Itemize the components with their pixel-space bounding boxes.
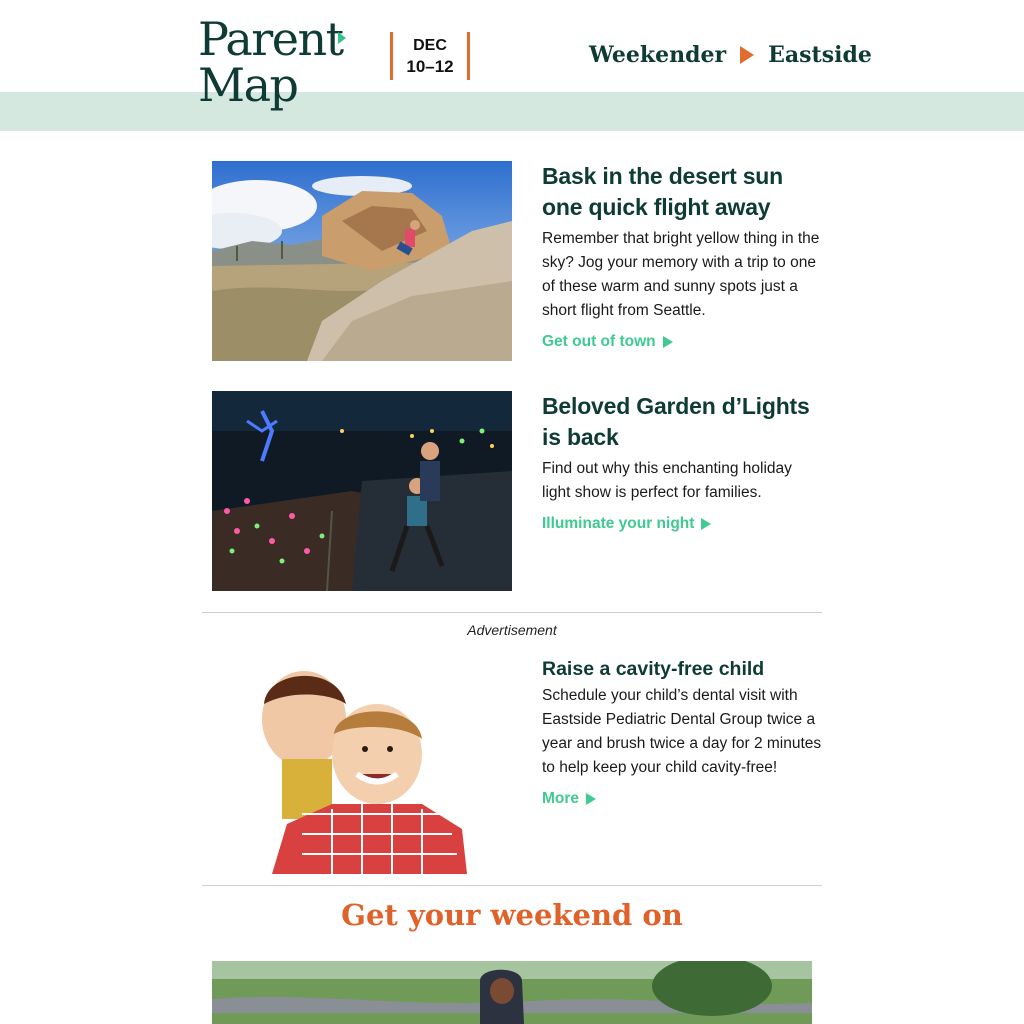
more-link[interactable] (542, 790, 596, 808)
article-headline[interactable]: Bask in the desert sun one quick flight away (542, 163, 784, 220)
garden-lights-photo[interactable] (212, 391, 512, 591)
newsletter-edition (589, 38, 872, 72)
header-band (0, 92, 1024, 131)
article-headline[interactable]: Beloved Garden d’Lights is back (542, 393, 810, 450)
section-title: Get your weekend on (341, 898, 683, 932)
cta-label: Get out of town (542, 333, 656, 350)
get-out-of-town-link[interactable] (542, 333, 673, 351)
divider (202, 612, 822, 613)
play-arrow-icon (701, 518, 711, 530)
illuminate-your-night-link[interactable] (542, 515, 711, 533)
ad-body: Schedule your child’s dental visit with Eastside Pediatric Dental Group twice a year and brush twice a day for 2 minutes to help keep your child cavity-free! (542, 687, 822, 776)
play-arrow-icon (663, 336, 673, 348)
desert-climbing-photo[interactable] (212, 161, 512, 361)
ad-headline[interactable]: Raise a cavity-free child (542, 658, 765, 680)
ad-text (542, 656, 824, 808)
advertisement-label: Advertisement (467, 622, 557, 638)
newsletter-region: Eastside (768, 42, 872, 68)
article-text (542, 161, 824, 351)
weekend-feature-photo[interactable] (212, 961, 812, 1024)
smiling-children-photo[interactable] (212, 664, 512, 874)
article-body: Remember that bright yellow thing in the sky? Jog your memory with a trip to one of these warm and sunny spots just a short flight from Seattle. (542, 230, 820, 319)
arrow-right-icon (740, 46, 754, 64)
logo-word-parent: Parent (198, 12, 343, 66)
divider (202, 885, 822, 886)
article-body: Find out why this enchanting holiday light show is perfect for families. (542, 460, 792, 501)
article-text (542, 391, 824, 533)
cta-label: More (542, 790, 580, 807)
parentmap-logo[interactable] (198, 12, 358, 112)
logo-play-icon (338, 32, 346, 44)
logo-word-map: Map (198, 58, 298, 112)
date-month: DEC (413, 37, 447, 54)
date-range: 10–12 (406, 57, 454, 76)
issue-date (390, 32, 470, 80)
play-arrow-icon (586, 793, 596, 805)
cta-label: Illuminate your night (542, 515, 695, 532)
newsletter-name: Weekender (589, 42, 727, 68)
